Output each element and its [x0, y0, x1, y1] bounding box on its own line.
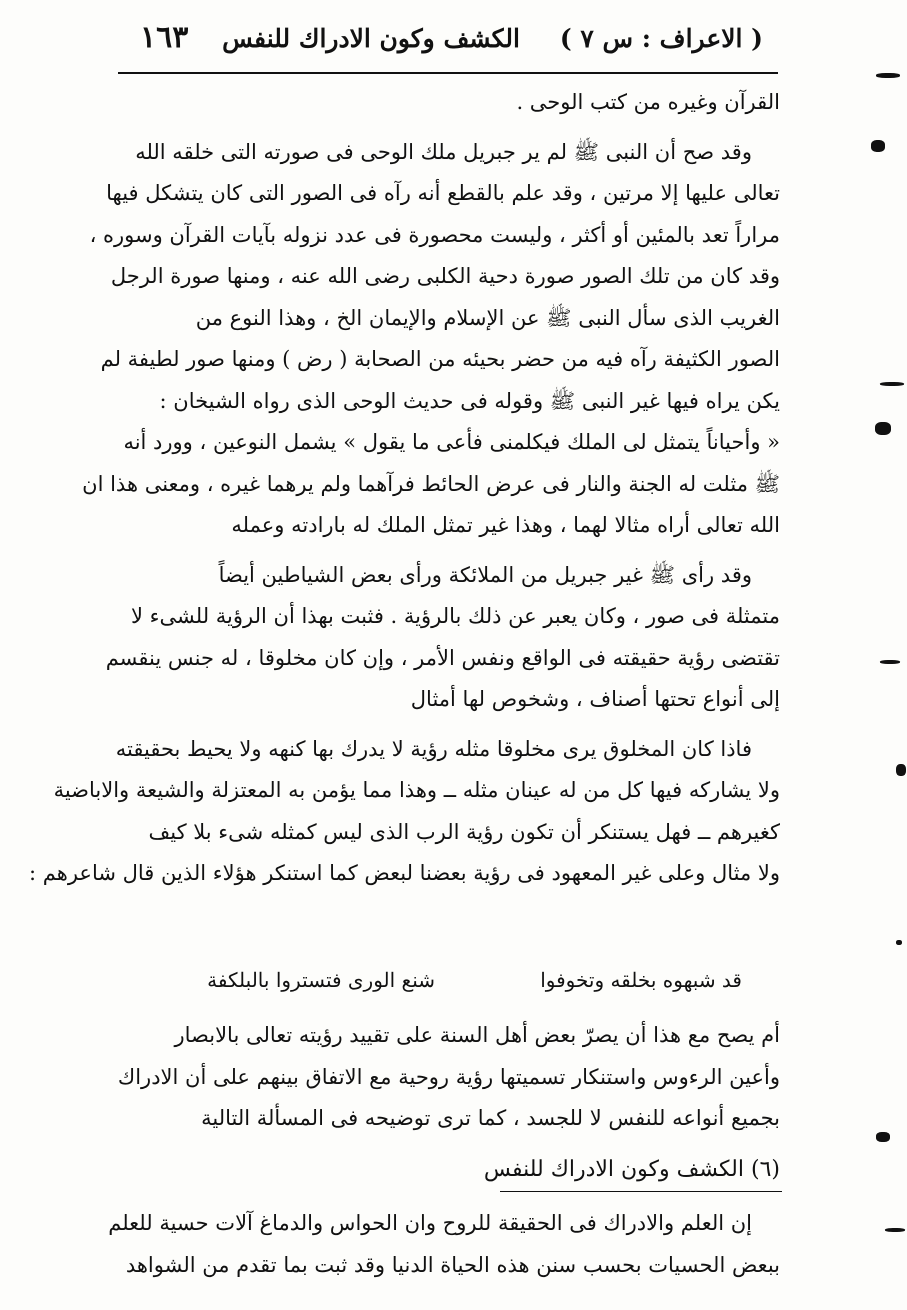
text-line: أم يصح مع هذا أن يصرّ بعض أهل السنة على تقييد رؤيته تعالى بالابصار — [174, 1023, 780, 1047]
text-line: وقد كان من تلك الصور صورة دحية الكلبى رضى الله عنه ، ومنها صورة الرجل — [110, 264, 780, 288]
text-line: ولا مثال وعلى غير المعهود فى رؤية بعضنا لبعض كما استنكر هؤلاء الذين قال شاعرهم : — [29, 861, 780, 885]
page-number: ١٦٣ — [140, 20, 189, 55]
running-title: الكشف وكون الادراك للنفس — [222, 24, 520, 53]
text-line: بجميع أنواعه للنفس لا للجسد ، كما ترى توضيحه فى المسألة التالية — [201, 1106, 780, 1130]
section-heading-underline — [500, 1191, 782, 1192]
text-line: « وأحياناً يتمثل لى الملك فيكلمنى فأعى ما يقول » يشمل النوعين ، وورد أنه — [123, 430, 780, 454]
scan-mark — [876, 1132, 890, 1142]
text-line: الغريب الذى سأل النبى ﷺ عن الإسلام والإيمان الخ ، وهذا النوع من — [195, 305, 780, 330]
verse-hemistich-2: شنع الورى فتستروا بالبلكفة — [207, 968, 435, 992]
scan-mark — [876, 73, 900, 78]
scan-mark — [896, 764, 906, 776]
running-header — [118, 18, 763, 68]
text-line: تعالى عليها إلا مرتين ، وقد علم بالقطع أنه رآه فى الصور التى كان يتشكل فيها — [106, 181, 780, 205]
text-line: الله تعالى أراه مثالا لهما ، وهذا غير تمثل الملك له بارادته وعمله — [231, 513, 780, 537]
text-line: وقد صح أن النبى ﷺ لم ير جبريل ملك الوحى فى صورته التى خلقه الله — [135, 139, 752, 164]
text-line: إلى أنواع تحتها أصناف ، وشخوص لها أمثال — [410, 687, 780, 711]
scan-mark — [871, 140, 885, 152]
text-line: إن العلم والادراك فى الحقيقة للروح وان الحواس والدماغ آلات حسية للعلم — [108, 1211, 752, 1235]
verse-hemistich-1: قد شبهوه بخلقه وتخوفوا — [540, 968, 742, 992]
body-text — [29, 82, 780, 895]
text-line: تقتضى رؤية حقيقته فى الواقع ونفس الأمر ، وإن كان مخلوقا ، له جنس ينقسم — [105, 645, 780, 670]
scan-mark — [885, 1228, 905, 1232]
text-line: مراراً تعد بالمئين أو أكثر ، وليست محصورة فى عدد نزوله بآيات القرآن وسوره ، — [89, 222, 780, 247]
surah-reference: ( الاعراف : س ٧ ) — [559, 24, 763, 53]
text-line: كغيرهم ــ فهل يستنكر أن تكون رؤية الرب الذى ليس كمثله شىء بلا كيف — [148, 819, 780, 844]
section-heading: (٦) الكشف وكون الادراك للنفس — [483, 1157, 780, 1182]
text-line: متمثلة فى صور ، وكان يعبر عن ذلك بالرؤية . فثبت بهذا أن الرؤية للشىء لا — [131, 604, 780, 628]
paragraph-after-verse — [118, 1015, 780, 1140]
text-line: القرآن وغيره من كتب الوحى . — [516, 90, 780, 114]
final-paragraph — [108, 1203, 780, 1286]
text-line: وقد رأى ﷺ غير جبريل من الملائكة ورأى بعض الشياطين أيضاً — [218, 562, 752, 587]
text-line: يكن يراه فيها غير النبى ﷺ وقوله فى حديث الوحى الذى رواه الشيخان : — [159, 388, 780, 413]
poetry-verse — [118, 960, 780, 1000]
header-rule — [118, 72, 778, 74]
text-line: ﷺ مثلت له الجنة والنار فى عرض الحائط فرآهما ولم يرهما غيره ، ومعنى هذا ان — [82, 471, 780, 496]
text-line: ولا يشاركه فيها كل من له عينان مثله ــ وهذا مما يؤمن به المعتزلة والشيعة والاباضية — [53, 778, 780, 802]
scan-mark — [880, 660, 900, 664]
scan-mark — [875, 422, 891, 435]
text-line: وأعين الرءوس واستنكار تسميتها رؤية روحية مع الاتفاق بينهم على أن الادراك — [117, 1064, 780, 1089]
text-line: ببعض الحسيات بحسب سنن هذه الحياة الدنيا وقد ثبت بما تقدم من الشواهد — [125, 1252, 780, 1277]
scan-mark — [880, 382, 904, 386]
text-line: فاذا كان المخلوق يرى مخلوقا مثله رؤية لا يدرك بها كنهه ولا يحيط بحقيقته — [115, 736, 752, 761]
scan-mark — [896, 940, 902, 945]
text-line: الصور الكثيفة رآه فيه من حضر بحيئه من الصحابة ( رض ) ومنها صور لطيفة لم — [100, 347, 780, 371]
